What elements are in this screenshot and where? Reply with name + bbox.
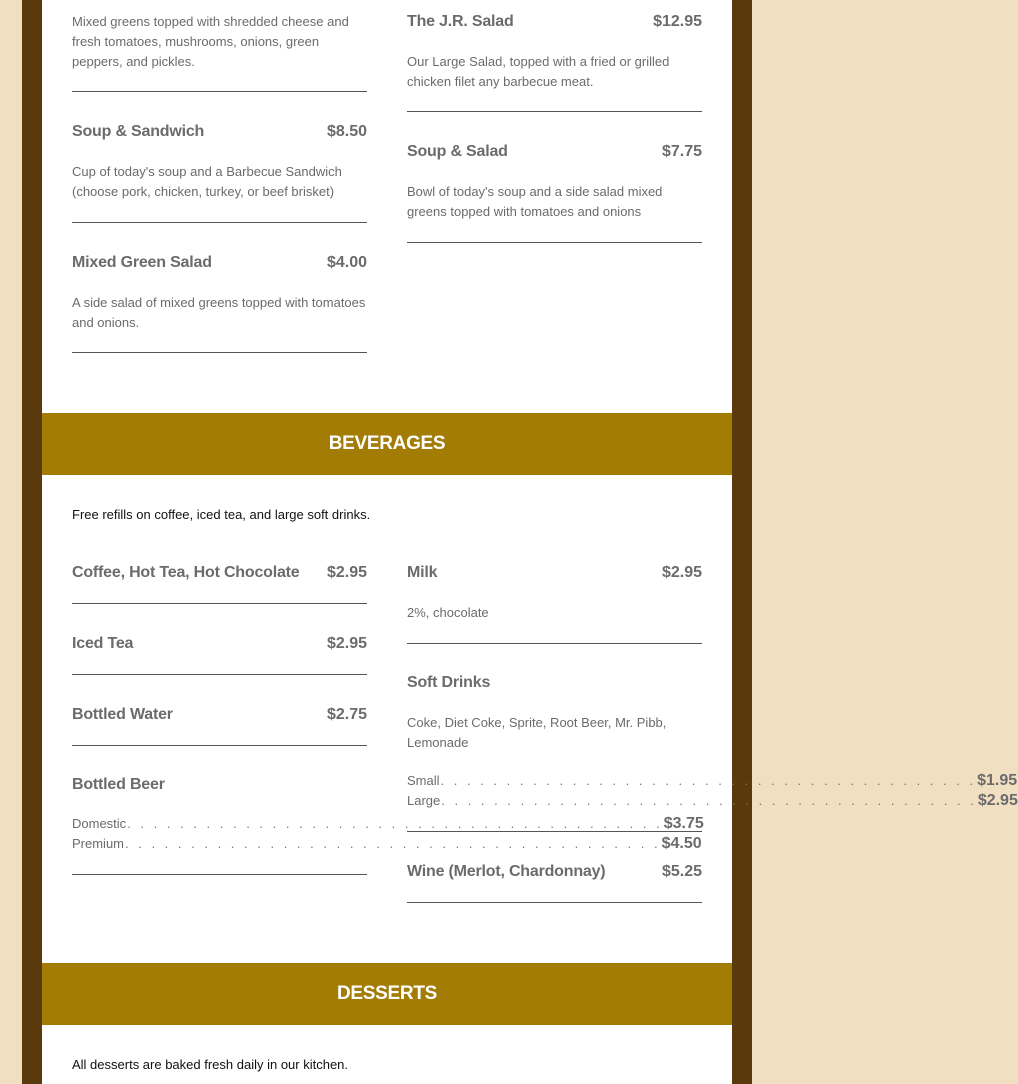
price-option-domestic bbox=[72, 814, 704, 834]
salad-description: Mixed greens topped with shredded cheese and fresh tomatoes, mushrooms, onions, green peppers, and pickles. bbox=[72, 14, 349, 69]
item-name: Mixed Green Salad bbox=[72, 254, 212, 271]
menu-item-iced-tea bbox=[72, 634, 367, 654]
dot-leader: . . . . . . . . . . . . . . . . . . . . . . . . . . . . . . . . . . . . . . . . . bbox=[441, 793, 977, 808]
divider bbox=[72, 222, 367, 223]
item-description: Cup of today's soup and a Barbecue Sandwich (choose pork, chicken, turkey, or beef brisket) bbox=[72, 164, 342, 199]
divider bbox=[407, 242, 702, 243]
item-name: Soup & Sandwich bbox=[72, 123, 205, 140]
item-description: A side salad of mixed greens topped with tomatoes and onions. bbox=[72, 295, 366, 330]
item-name: Bottled Beer bbox=[72, 776, 165, 793]
divider bbox=[407, 111, 702, 112]
item-price: $5.25 bbox=[661, 863, 702, 880]
option-price: $1.95 bbox=[977, 772, 1018, 789]
price-option-small bbox=[407, 771, 1018, 791]
item-price: $2.95 bbox=[661, 564, 702, 581]
section-note: Free refills on coffee, iced tea, and large soft drinks. bbox=[72, 507, 371, 522]
divider bbox=[407, 643, 702, 644]
divider bbox=[72, 745, 367, 746]
menu-item-wine bbox=[407, 862, 702, 882]
item-price: $2.75 bbox=[326, 706, 367, 723]
menu-item-soup-salad bbox=[407, 142, 702, 162]
item-name: Soft Drinks bbox=[407, 674, 491, 691]
section-note: All desserts are baked fresh daily in our kitchen. bbox=[72, 1057, 349, 1072]
item-description: Bowl of today's soup and a side salad mixed greens topped with tomatoes and onions bbox=[407, 184, 663, 219]
item-price: $2.95 bbox=[326, 635, 367, 652]
menu-item-mixed-green-salad bbox=[72, 253, 367, 273]
item-description: Our Large Salad, topped with a fried or grilled chicken filet any barbecue meat. bbox=[407, 54, 670, 89]
price-option-premium bbox=[72, 834, 702, 854]
option-label: Domestic bbox=[72, 816, 127, 831]
item-name: Milk bbox=[407, 564, 438, 581]
menu-item-milk bbox=[407, 563, 702, 583]
menu-item-soft-drinks bbox=[407, 673, 702, 693]
item-name: Wine (Merlot, Chardonnay) bbox=[407, 863, 606, 880]
menu-item-bottled-water bbox=[72, 705, 367, 725]
divider bbox=[72, 91, 367, 92]
option-price: $4.50 bbox=[661, 835, 702, 852]
item-name: Soup & Salad bbox=[407, 143, 508, 160]
dot-leader: . . . . . . . . . . . . . . . . . . . . . . . . . . . . . . . . . . . . . . . . . bbox=[440, 773, 977, 788]
option-label: Large bbox=[407, 793, 441, 808]
item-name: Iced Tea bbox=[72, 635, 134, 652]
option-label: Premium bbox=[72, 836, 125, 851]
divider bbox=[72, 603, 367, 604]
option-price: $3.75 bbox=[663, 815, 704, 832]
item-name: The J.R. Salad bbox=[407, 13, 514, 30]
menu-item-bottled-beer bbox=[72, 775, 367, 795]
section-header-desserts: DESSERTS bbox=[42, 963, 732, 1025]
item-name: Coffee, Hot Tea, Hot Chocolate bbox=[72, 564, 300, 581]
item-price: $8.50 bbox=[326, 123, 367, 140]
item-price: $7.75 bbox=[661, 143, 702, 160]
divider bbox=[407, 831, 702, 832]
divider bbox=[72, 874, 367, 875]
item-description: Coke, Diet Coke, Sprite, Root Beer, Mr. Pibb, Lemonade bbox=[407, 715, 667, 750]
divider bbox=[72, 674, 367, 675]
option-label: Small bbox=[407, 773, 440, 788]
section-header-beverages: BEVERAGES bbox=[42, 413, 732, 475]
option-price: $2.95 bbox=[977, 792, 1018, 809]
item-name: Bottled Water bbox=[72, 706, 173, 723]
item-description: 2%, chocolate bbox=[407, 605, 489, 620]
dot-leader: . . . . . . . . . . . . . . . . . . . . . . . . . . . . . . . . . . . . . . . . . bbox=[127, 816, 663, 831]
dot-leader: . . . . . . . . . . . . . . . . . . . . . . . . . . . . . . . . . . . . . . . . . bbox=[125, 836, 661, 851]
divider bbox=[407, 902, 702, 903]
item-price: $4.00 bbox=[326, 254, 367, 271]
price-option-large bbox=[407, 791, 1018, 811]
menu-item-jr-salad bbox=[407, 12, 702, 32]
item-price: $12.95 bbox=[653, 13, 702, 30]
menu-item-soup-sandwich bbox=[72, 122, 367, 142]
item-price: $2.95 bbox=[326, 564, 367, 581]
divider bbox=[72, 352, 367, 353]
menu-item-coffee bbox=[72, 563, 367, 583]
